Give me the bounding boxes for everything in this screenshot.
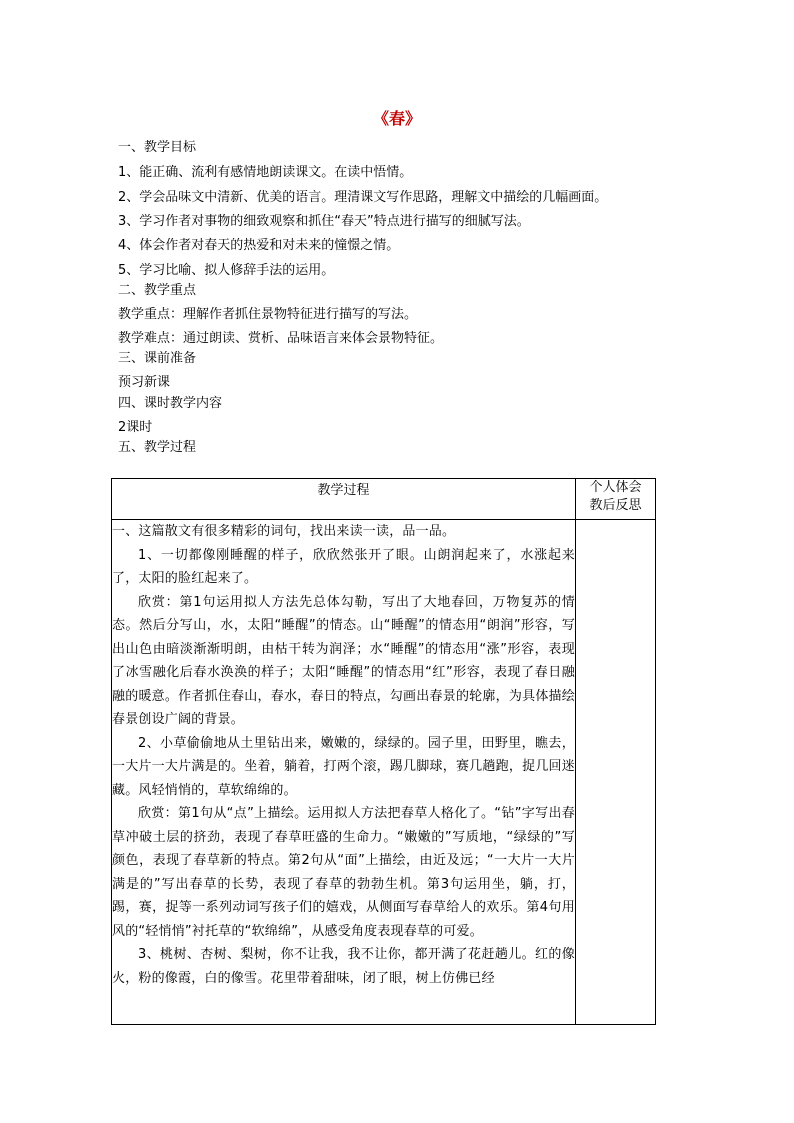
reflection-cell: [576, 520, 656, 1025]
process-paragraph: 2、小草偷偷地从土里钻出来，嫩嫩的，绿绿的。园子里，田野里，瞧去，一大片一大片满是的。坐着，躺着，打两个滚，踢几脚球，赛几趟跑，捉几回迷藏。风轻悄悄的，草软绵绵的。: [112, 735, 575, 798]
focus-heading: 二、教学重点: [118, 283, 197, 298]
process-paragraph: 欣赏：第1句运用拟人方法先总体勾勒，写出了大地春回，万物复苏的情态。然后分写山，水，太阳“睡醒”的情态。山“睡醒”的情态用“朗润”形容，写出山色由暗淡渐渐明朗，由枯干转为润泽；水“睡醒”的情态用“涨”形容，表现了冰雪融化后春水涣涣的样子；太阳“睡醒”的情态用“红”形容，表现了春日融融的暖意。作者抓住春山，春水，春日的特点，勾画出春景的轮廓，为具体描绘春景创设广阔的背景。: [112, 594, 575, 727]
process-paragraph: 欣赏：第1句从“点”上描绘。运用拟人方法把春草人格化了。“钻”字写出春草冲破土层的挤劲，表现了春草旺盛的生命力。“嫩嫩的”写质地，“绿绿的”写颜色，表现了春草新的特点。第2句从“面”上描绘，由近及远；“一大片一大片满是的”写出春草的长势，表现了春草的勃勃生机。第3句运用坐，躺，打，踢，赛，捉等一系列动词写孩子们的嬉戏，从侧面写春草给人的欢乐。第4句用风的“轻悄悄”衬托草的“软绵绵”，从感受角度表现春草的可爱。: [112, 806, 575, 939]
focus-difficult: 教学难点：通过朗读、赏析、品味语言来体会景物特征。: [118, 331, 444, 346]
col-reflect-label-2: 教后反思: [589, 498, 642, 513]
hours-heading: 四、课时教学内容: [118, 396, 223, 411]
teaching-process-table: [111, 478, 656, 1025]
goal-item: 4、体会作者对春天的热爱和对未来的憧憬之情。: [118, 238, 400, 253]
process-paragraph: 3、桃树、杏树、梨树，你不让我，我不让你，都开满了花赶趟儿。红的像火，粉的像霞，白的像雪。花里带着甜味，闭了眼，树上仿佛已经: [112, 947, 575, 986]
goals-heading: 一、教学目标: [118, 140, 197, 155]
goal-item: 2、学会品味文中清新、优美的语言。理清课文写作思路，理解文中描绘的几幅画面。: [118, 190, 608, 205]
focus-key: 教学重点：理解作者抓住景物特征进行描写的写法。: [118, 307, 418, 322]
process-paragraph: 1、一切都像刚睡醒的样子，欣欣然张开了眼。山朗润起来了，水涨起来了，太阳的脸红起来了。: [112, 547, 575, 586]
hours-text: 2课时: [118, 420, 153, 435]
table-header-row: [112, 479, 656, 520]
process-heading: 五、教学过程: [118, 440, 197, 455]
page-title: 《春》: [372, 109, 421, 128]
goal-item: 3、学习作者对事物的细致观察和抓住“春天”特点进行描写的细腻写法。: [118, 214, 530, 229]
col-process-header: [112, 479, 576, 520]
process-paragraph: 一、这篇散文有很多精彩的词句，找出来读一读，品一品。: [112, 524, 456, 539]
prep-text: 预习新课: [118, 375, 171, 390]
goal-item: 1、能正确、流利有感情地朗读课文。在读中悟情。: [118, 165, 413, 180]
col-reflect-label-1: 个人体会: [589, 480, 642, 495]
goal-item: 5、学习比喻、拟人修辞手法的运用。: [118, 263, 335, 278]
table-row: [112, 520, 656, 1025]
prep-heading: 三、课前准备: [118, 351, 197, 366]
process-content-cell: [112, 520, 576, 1025]
col-process-label: 教学过程: [317, 483, 370, 498]
col-reflect-header: [576, 479, 656, 520]
